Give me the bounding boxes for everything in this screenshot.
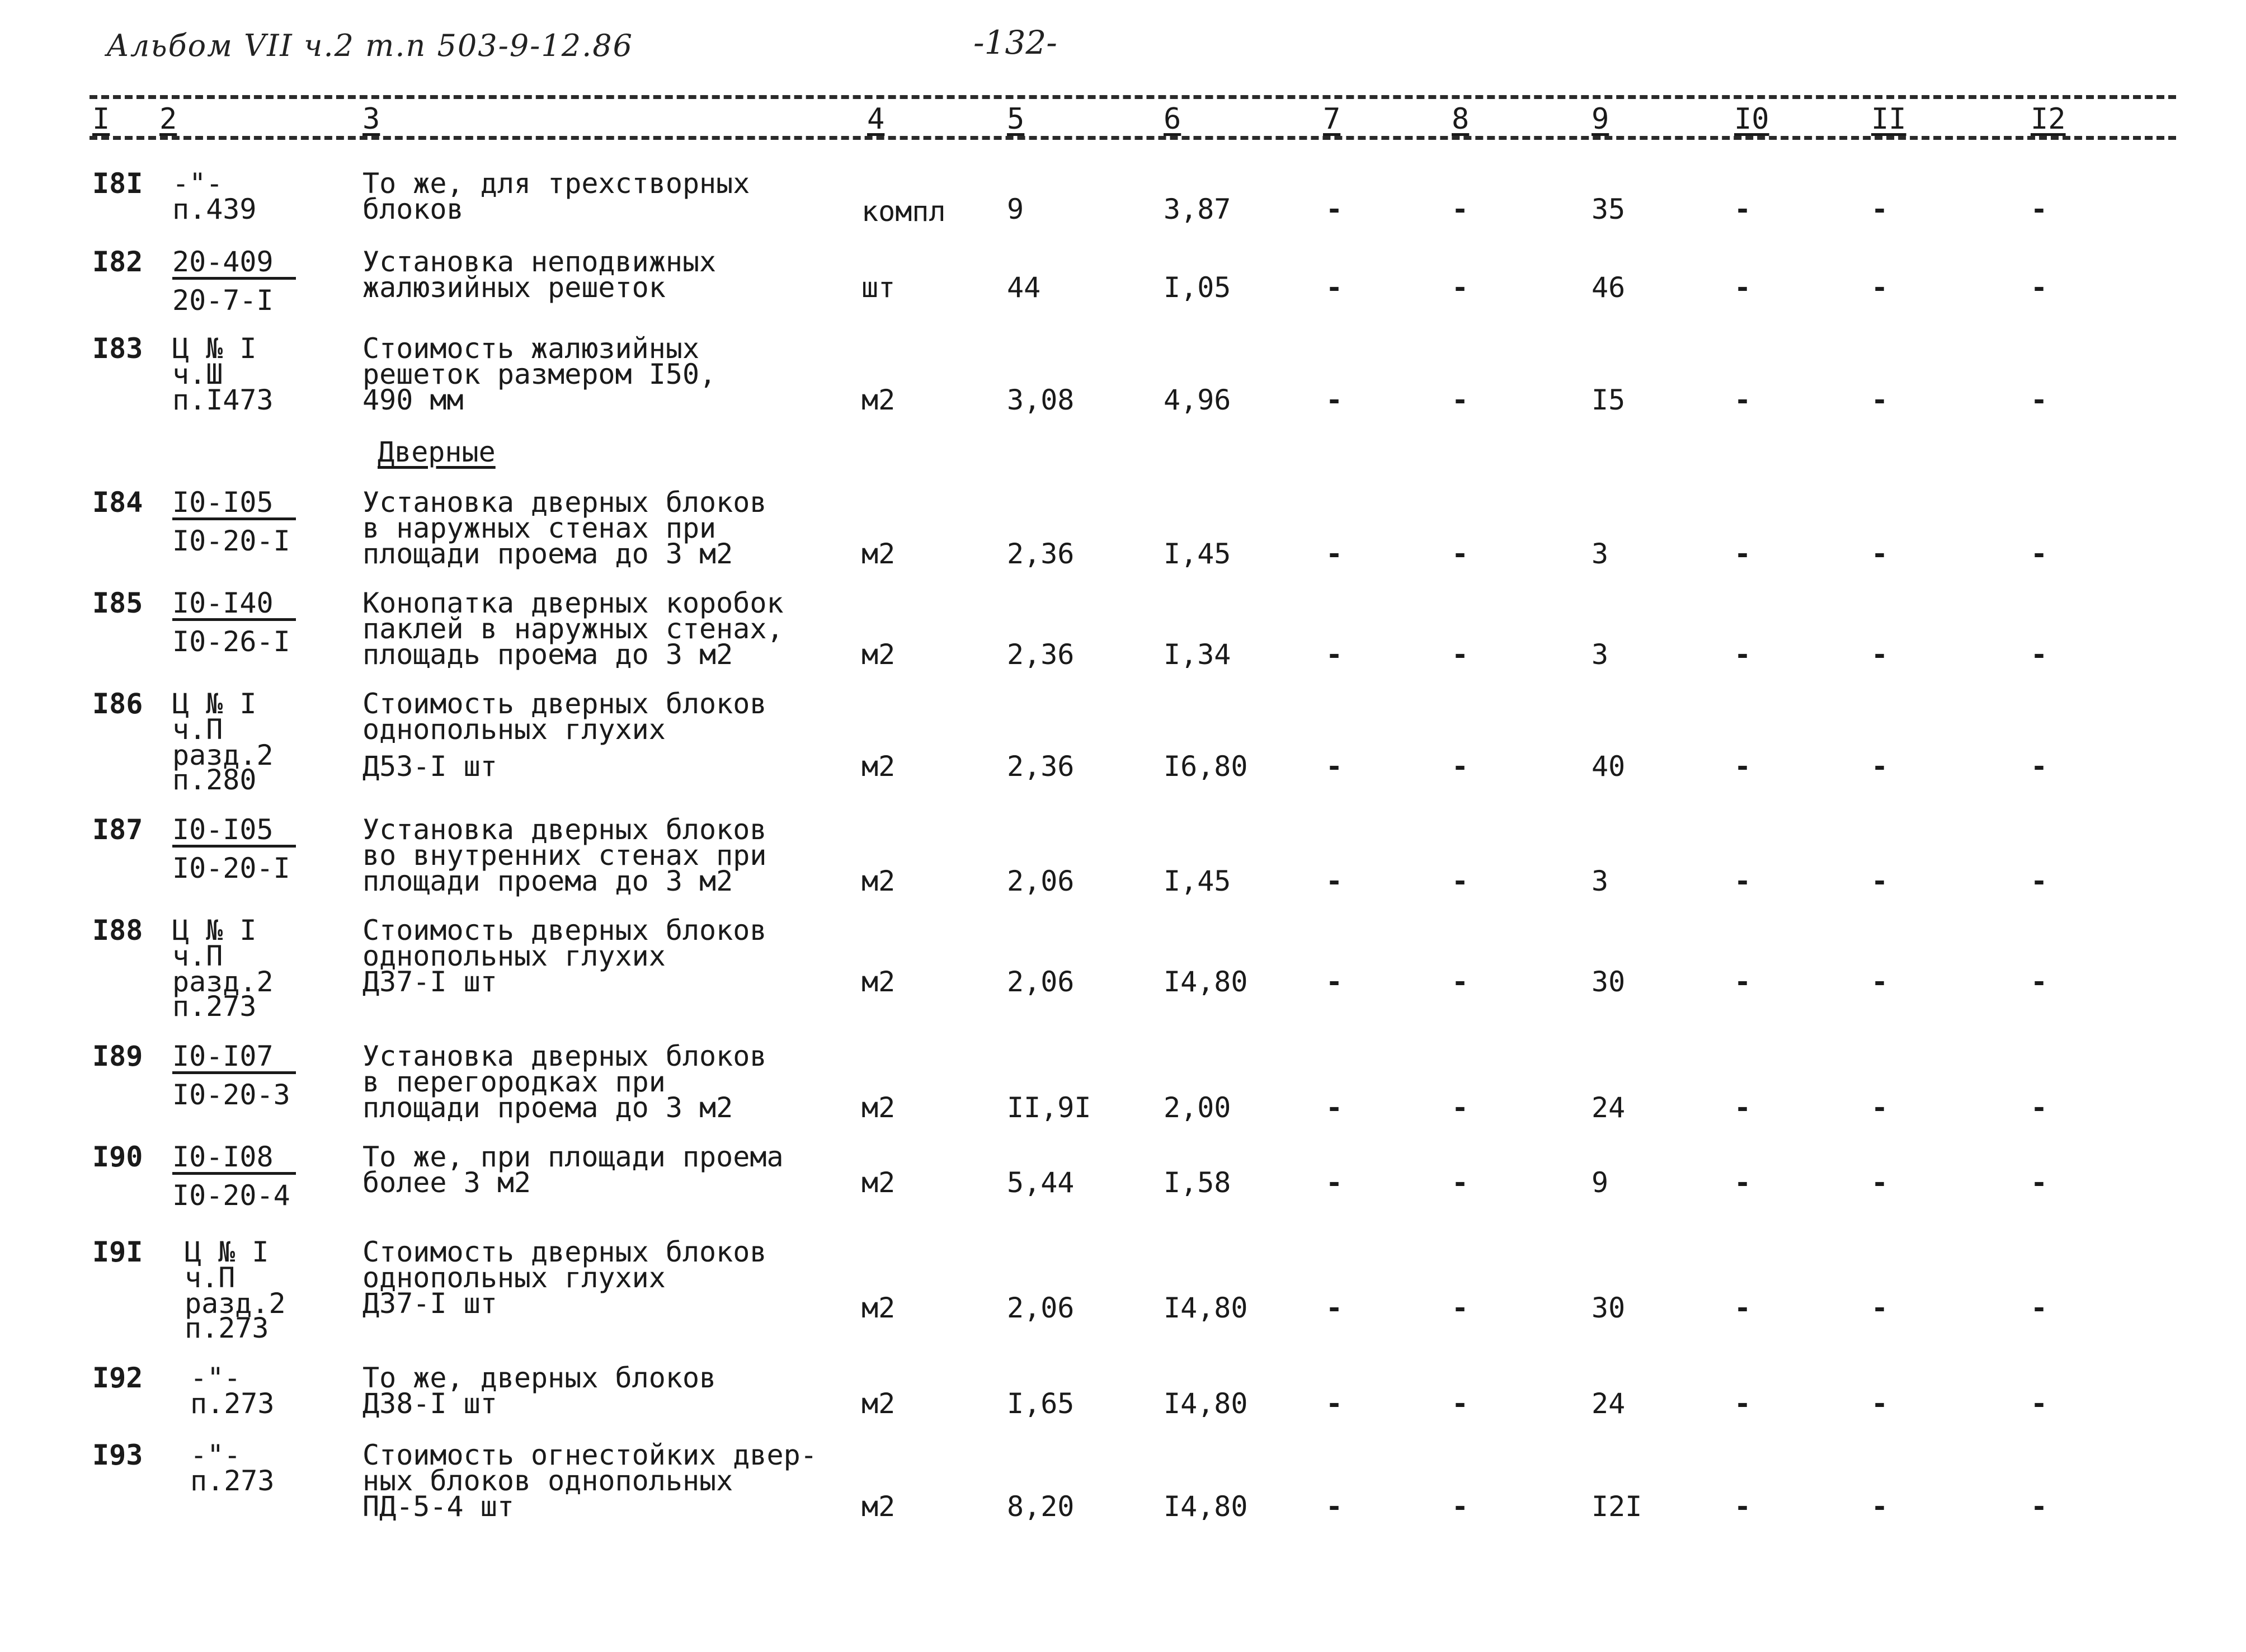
col8-value: - — [1452, 538, 1469, 570]
work-description: Стоимость дверных блоков — [362, 688, 767, 720]
unit-price: I,45 — [1164, 865, 1231, 897]
col11-value: - — [1871, 193, 1889, 225]
total-cost: 30 — [1591, 1292, 1626, 1324]
row-number: I90 — [92, 1141, 143, 1173]
col7-value: - — [1326, 193, 1343, 225]
work-description: То же, при площади проема — [362, 1141, 784, 1173]
quantity: 3,08 — [1007, 384, 1075, 416]
work-description: паклей в наружных стенах, — [362, 613, 784, 645]
row-number: I87 — [92, 813, 143, 846]
work-description: Стоимость жалюзийных — [362, 332, 700, 365]
col11-value: - — [1871, 1166, 1889, 1199]
column-header: 2 — [159, 102, 177, 136]
col7-value: - — [1326, 638, 1343, 671]
unit: м2 — [861, 638, 896, 671]
quantity: 5,44 — [1007, 1166, 1075, 1199]
price-code: п.439 — [172, 193, 257, 225]
price-code-top: I0-I07 — [172, 1043, 296, 1074]
col7-value: - — [1326, 1387, 1343, 1420]
col10-value: - — [1734, 865, 1751, 897]
price-code: разд.2 — [172, 739, 274, 771]
price-code-top: I0-I05 — [172, 817, 296, 848]
unit-price: I4,80 — [1164, 1387, 1248, 1420]
unit: м2 — [861, 1292, 896, 1324]
price-code: п.I473 — [172, 384, 274, 416]
total-cost: 40 — [1591, 750, 1626, 783]
work-description: Установка дверных блоков — [362, 813, 767, 846]
price-code-bottom: I0-20-I — [172, 852, 290, 884]
col8-value: - — [1452, 966, 1469, 998]
quantity: 2,36 — [1007, 538, 1075, 570]
price-code: п.273 — [190, 1465, 275, 1497]
quantity: 2,36 — [1007, 750, 1075, 783]
unit: м2 — [861, 1387, 896, 1420]
quantity: II,9I — [1007, 1091, 1091, 1124]
price-code — [172, 587, 296, 658]
column-header: 6 — [1164, 102, 1181, 136]
total-cost: I5 — [1591, 384, 1626, 416]
work-description: ных блоков однопольных — [362, 1465, 733, 1497]
col8-value: - — [1452, 271, 1469, 304]
work-description: То же, для трехстворных — [362, 167, 750, 200]
work-description: Установка неподвижных — [362, 246, 717, 278]
unit-price: 4,96 — [1164, 384, 1231, 416]
work-description: Установка дверных блоков — [362, 1040, 767, 1072]
col11-value: - — [1871, 865, 1889, 897]
price-code-bottom: I0-20-4 — [172, 1179, 290, 1212]
col12-value: - — [2031, 1091, 2048, 1124]
total-cost: 9 — [1591, 1166, 1609, 1199]
work-description: То же, дверных блоков — [362, 1362, 717, 1394]
total-cost: 35 — [1591, 193, 1626, 225]
column-header: 4 — [867, 102, 885, 136]
column-header: 5 — [1007, 102, 1025, 136]
price-code — [172, 486, 296, 557]
price-code — [172, 813, 296, 884]
row-number: I86 — [92, 688, 143, 720]
col12-value: - — [2031, 865, 2048, 897]
price-code: Ц № I — [172, 914, 257, 947]
quantity: 2,06 — [1007, 966, 1075, 998]
col7-value: - — [1326, 750, 1343, 783]
work-description: площадь проема до 3 м2 — [362, 638, 733, 671]
col12-value: - — [2031, 1292, 2048, 1324]
album-reference: Альбом VII ч.2 т.п 503-9-12.86 — [106, 28, 634, 63]
price-code: ч.П — [185, 1262, 236, 1294]
unit: м2 — [861, 1091, 896, 1124]
page-number: -132- — [973, 23, 1057, 62]
column-header: 9 — [1591, 102, 1609, 136]
price-code: -"- — [190, 1362, 241, 1394]
col8-value: - — [1452, 193, 1469, 225]
top-dashed-rule — [90, 95, 2176, 99]
total-cost: 30 — [1591, 966, 1626, 998]
price-code: п.273 — [190, 1387, 275, 1420]
row-number: I8I — [92, 167, 143, 200]
price-code: п.273 — [185, 1312, 269, 1344]
price-code: Ц № I — [185, 1236, 269, 1268]
col8-value: - — [1452, 750, 1469, 783]
work-description: решеток размером I50, — [362, 358, 717, 390]
unit-price: I4,80 — [1164, 1490, 1248, 1523]
col8-value: - — [1452, 1387, 1469, 1420]
col11-value: - — [1871, 384, 1889, 416]
work-description: площади проема до 3 м2 — [362, 538, 733, 570]
bottom-dashed-rule — [90, 136, 2176, 140]
col7-value: - — [1326, 966, 1343, 998]
column-header: I — [92, 102, 110, 136]
unit-price: I4,80 — [1164, 1292, 1248, 1324]
unit: м2 — [861, 1166, 896, 1199]
unit: м2 — [861, 865, 896, 897]
unit-price: I,05 — [1164, 271, 1231, 304]
unit: м2 — [861, 1490, 896, 1523]
col7-value: - — [1326, 1292, 1343, 1324]
work-description: Д37-I шт — [362, 1287, 497, 1320]
col12-value: - — [2031, 193, 2048, 225]
column-header: I2 — [2031, 102, 2066, 136]
col7-value: - — [1326, 538, 1343, 570]
column-header: 8 — [1452, 102, 1470, 136]
unit-price: 3,87 — [1164, 193, 1231, 225]
price-code: -"- — [190, 1439, 241, 1471]
col11-value: - — [1871, 1387, 1889, 1420]
price-code — [172, 1040, 296, 1111]
work-description: более 3 м2 — [362, 1166, 531, 1199]
work-description: жалюзийных решеток — [362, 271, 666, 304]
unit-price: 2,00 — [1164, 1091, 1231, 1124]
column-header: I0 — [1734, 102, 1769, 136]
col8-value: - — [1452, 1091, 1469, 1124]
col8-value: - — [1452, 638, 1469, 671]
unit-price: I,58 — [1164, 1166, 1231, 1199]
col8-value: - — [1452, 1490, 1469, 1523]
col10-value: - — [1734, 538, 1751, 570]
col11-value: - — [1871, 538, 1889, 570]
price-code: п.273 — [172, 990, 257, 1023]
work-description: Стоимость дверных блоков — [362, 914, 767, 947]
work-description: ПД-5-4 шт — [362, 1490, 514, 1523]
quantity: 9 — [1007, 193, 1024, 225]
col7-value: - — [1326, 1166, 1343, 1199]
total-cost: 3 — [1591, 638, 1609, 671]
quantity: 2,06 — [1007, 1292, 1075, 1324]
unit: шт — [861, 271, 896, 304]
price-code: Ц № I — [172, 688, 257, 720]
column-header-row — [0, 102, 2246, 136]
work-description: площади проема до 3 м2 — [362, 865, 733, 897]
unit: м2 — [861, 966, 896, 998]
row-number: I89 — [92, 1040, 143, 1072]
row-number: I88 — [92, 914, 143, 947]
total-cost: 3 — [1591, 865, 1609, 897]
col10-value: - — [1734, 1387, 1751, 1420]
work-description: блоков — [362, 193, 464, 225]
row-number: I82 — [92, 246, 143, 278]
col10-value: - — [1734, 638, 1751, 671]
col11-value: - — [1871, 638, 1889, 671]
work-description: Установка дверных блоков — [362, 486, 767, 519]
row-number: I9I — [92, 1236, 143, 1268]
col10-value: - — [1734, 1292, 1751, 1324]
price-code: ч.П — [172, 940, 223, 972]
work-description: площади проема до 3 м2 — [362, 1091, 733, 1124]
work-description: Д37-I шт — [362, 966, 497, 998]
col12-value: - — [2031, 1490, 2048, 1523]
section-label: Дверные — [378, 436, 496, 468]
unit-price: I,34 — [1164, 638, 1231, 671]
col10-value: - — [1734, 271, 1751, 304]
total-cost: 24 — [1591, 1091, 1626, 1124]
page-header — [0, 0, 2246, 84]
price-code-bottom: I0-20-3 — [172, 1079, 290, 1111]
price-code-top: I0-I05 — [172, 490, 296, 520]
unit: м2 — [861, 538, 896, 570]
col7-value: - — [1326, 1091, 1343, 1124]
work-description: однопольных глухих — [362, 713, 666, 746]
price-code: ч.П — [172, 713, 223, 746]
row-number: I83 — [92, 332, 143, 365]
column-header: 7 — [1323, 102, 1341, 136]
col12-value: - — [2031, 966, 2048, 998]
col8-value: - — [1452, 1292, 1469, 1324]
unit: м2 — [861, 750, 896, 783]
quantity: 2,36 — [1007, 638, 1075, 671]
price-code-top: 20-409 — [172, 249, 296, 280]
row-number: I85 — [92, 587, 143, 619]
col8-value: - — [1452, 1166, 1469, 1199]
col8-value: - — [1452, 384, 1469, 416]
col12-value: - — [2031, 538, 2048, 570]
total-cost: 3 — [1591, 538, 1609, 570]
price-code-top: I0-I40 — [172, 590, 296, 621]
col10-value: - — [1734, 750, 1751, 783]
col7-value: - — [1326, 865, 1343, 897]
unit-price: I4,80 — [1164, 966, 1248, 998]
work-description: Д53-I шт — [362, 750, 497, 783]
quantity: 8,20 — [1007, 1490, 1075, 1523]
col10-value: - — [1734, 193, 1751, 225]
total-cost: I2I — [1591, 1490, 1642, 1523]
unit-price: I,45 — [1164, 538, 1231, 570]
work-description: во внутренних стенах при — [362, 839, 767, 872]
work-description: Стоимость огнестойких двер- — [362, 1439, 817, 1471]
col12-value: - — [2031, 750, 2048, 783]
col11-value: - — [1871, 1490, 1889, 1523]
col11-value: - — [1871, 750, 1889, 783]
col10-value: - — [1734, 1091, 1751, 1124]
price-code: разд.2 — [172, 966, 274, 998]
work-description: в наружных стенах при — [362, 512, 717, 544]
price-code: Ц № I — [172, 332, 257, 365]
col11-value: - — [1871, 966, 1889, 998]
work-description: Д38-I шт — [362, 1387, 497, 1420]
col7-value: - — [1326, 1490, 1343, 1523]
col12-value: - — [2031, 1387, 2048, 1420]
price-code: ч.Ш — [172, 358, 223, 390]
quantity: 2,06 — [1007, 865, 1075, 897]
work-description: Стоимость дверных блоков — [362, 1236, 767, 1268]
quantity: 44 — [1007, 271, 1041, 304]
row-number: I84 — [92, 486, 143, 519]
col10-value: - — [1734, 1166, 1751, 1199]
price-code-top: I0-I08 — [172, 1144, 296, 1175]
col11-value: - — [1871, 271, 1889, 304]
price-code-bottom: I0-20-I — [172, 525, 290, 557]
price-code: п.280 — [172, 764, 257, 796]
col10-value: - — [1734, 1490, 1751, 1523]
col7-value: - — [1326, 384, 1343, 416]
work-description: 490 мм — [362, 384, 464, 416]
unit: м2 — [861, 384, 896, 416]
column-header: 3 — [362, 102, 380, 136]
column-header: II — [1871, 102, 1906, 136]
col10-value: - — [1734, 966, 1751, 998]
total-cost: 46 — [1591, 271, 1626, 304]
col7-value: - — [1326, 271, 1343, 304]
price-code: разд.2 — [185, 1287, 286, 1320]
col12-value: - — [2031, 384, 2048, 416]
price-code: -"- — [172, 167, 223, 200]
col11-value: - — [1871, 1091, 1889, 1124]
unit: компл — [861, 195, 946, 228]
work-description: однопольных глухих — [362, 1262, 666, 1294]
row-number: I93 — [92, 1439, 143, 1471]
col8-value: - — [1452, 865, 1469, 897]
col12-value: - — [2031, 271, 2048, 304]
col10-value: - — [1734, 384, 1751, 416]
price-code-bottom: 20-7-I — [172, 284, 274, 317]
unit-price: I6,80 — [1164, 750, 1248, 783]
work-description: однопольных глухих — [362, 940, 666, 972]
row-number: I92 — [92, 1362, 143, 1394]
work-description: Конопатка дверных коробок — [362, 587, 784, 619]
price-code — [172, 1141, 296, 1212]
total-cost: 24 — [1591, 1387, 1626, 1420]
work-description: в перегородках при — [362, 1066, 666, 1098]
price-code-bottom: I0-26-I — [172, 625, 290, 658]
price-code — [172, 246, 296, 317]
quantity: I,65 — [1007, 1387, 1075, 1420]
col11-value: - — [1871, 1292, 1889, 1324]
col12-value: - — [2031, 638, 2048, 671]
col12-value: - — [2031, 1166, 2048, 1199]
